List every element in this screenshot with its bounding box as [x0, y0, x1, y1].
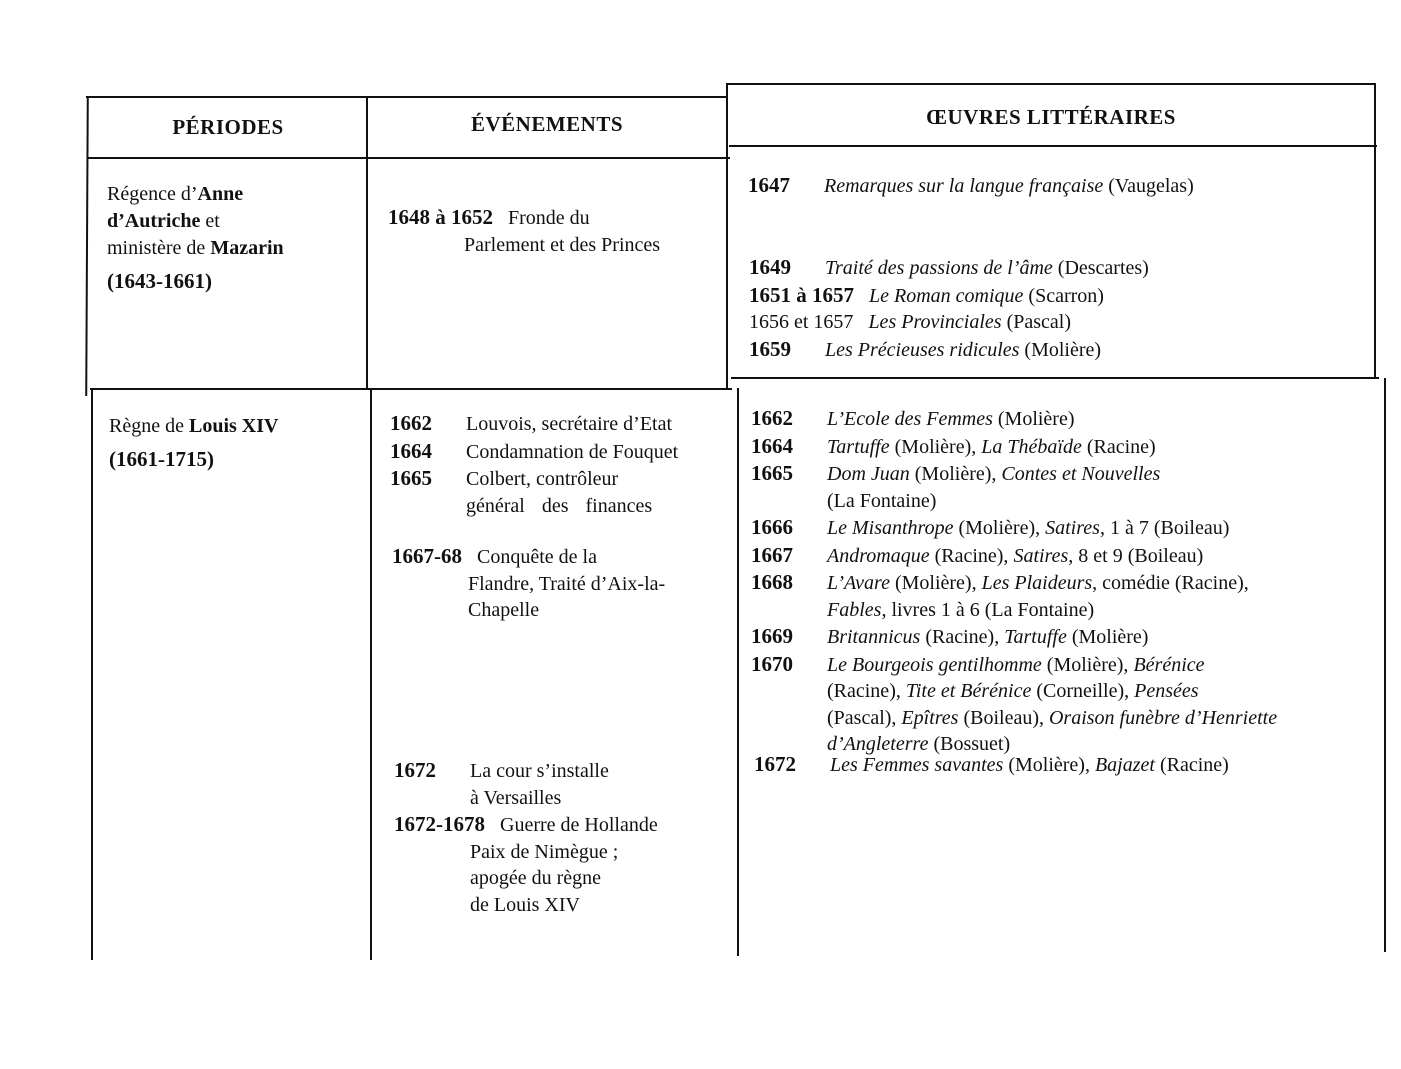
column-border-mid2-lower [737, 388, 739, 956]
works-louis-xiv: 1662 L’Ecole des Femmes (Molière) 1664 Tartuffe (Molière), La Thébaïde (Racine) 1665 Dom Juan (Molière), Contes et Nouvelles (La Fontaine) 1666 Le Misanthrope (Molière), Satires, 1 à 7 (Boileau) 1667 Andromaque (Racine), Satires, 8 et 9 (Boileau) 1668 L’Avare (Molière), Les Plaideurs, comédie (Racine), Fables, livres 1 à 6 (La Fontaine) 1669 Britannicus (Racine), Tartuffe (Molière) 1670 Le Bourgeois gentilhomme (Molière), Bérénice (Racine), Tite et Bérénice (Corneille), Pensées (Pascal), Epîtres (Boileau), Oraison funèbre d’Henriette d’Angleterre (Bossuet) [751, 406, 1278, 755]
work-1672: 1672 Les Femmes savantes (Molière), Bajazet (Racine) [754, 752, 1229, 776]
row-divider-right [731, 377, 1379, 379]
header-bottom-border-right [729, 145, 1377, 147]
event-group-1662: 1662 Louvois, secrétaire d’Etat 1664 Condamnation de Fouquet 1665 Colbert, contrôleur général des finances [390, 411, 679, 517]
period-louis-years: (1661-1715) [109, 447, 214, 471]
period-regence: Régence d’Anne d’Autriche et ministère de Mazarin (1643-1661) [107, 183, 284, 293]
period-louis-xiv: Règne de Louis XIV (1661-1715) [109, 415, 279, 471]
header-bottom-border-left [88, 157, 730, 159]
works-1649-1659: 1649 Traité des passions de l’âme (Descartes) 1651 à 1657 Le Roman comique (Scarron) 1656 et 1657 Les Provinciales (Pascal) 1659 Les Précieuses ridicules (Molière) [749, 255, 1149, 361]
table-top-border-right [726, 83, 1376, 85]
header-periodes: PÉRIODES [172, 115, 284, 139]
event-1667-68: 1667-68 Conquête de la Flandre, Traité d’Aix-la- Chapelle [392, 544, 666, 621]
column-border-mid1 [366, 96, 368, 388]
header-oeuvres: ŒUVRES LITTÉRAIRES [926, 105, 1176, 129]
table-top-border [86, 96, 728, 98]
column-border-right [1374, 83, 1376, 378]
column-border-left [85, 96, 89, 396]
column-border-right-lower [1384, 378, 1386, 952]
row-divider-left [90, 388, 732, 390]
event-fronde: 1648 à 1652 Fronde du Parlement et des Princes [388, 205, 661, 256]
period-regence-years: (1643-1661) [107, 269, 212, 293]
column-border-left-lower [91, 388, 93, 960]
column-border-mid1-lower [370, 388, 372, 960]
work-1647: 1647 Remarques sur la langue française (Vaugelas) [748, 173, 1194, 197]
event-group-1672: 1672 La cour s’installe à Versailles 1672-1678 Guerre de Hollande Paix de Nimègue ; apogée du règne de Louis XIV [394, 758, 658, 916]
header-evenements: ÉVÉNEMENTS [470, 112, 624, 136]
